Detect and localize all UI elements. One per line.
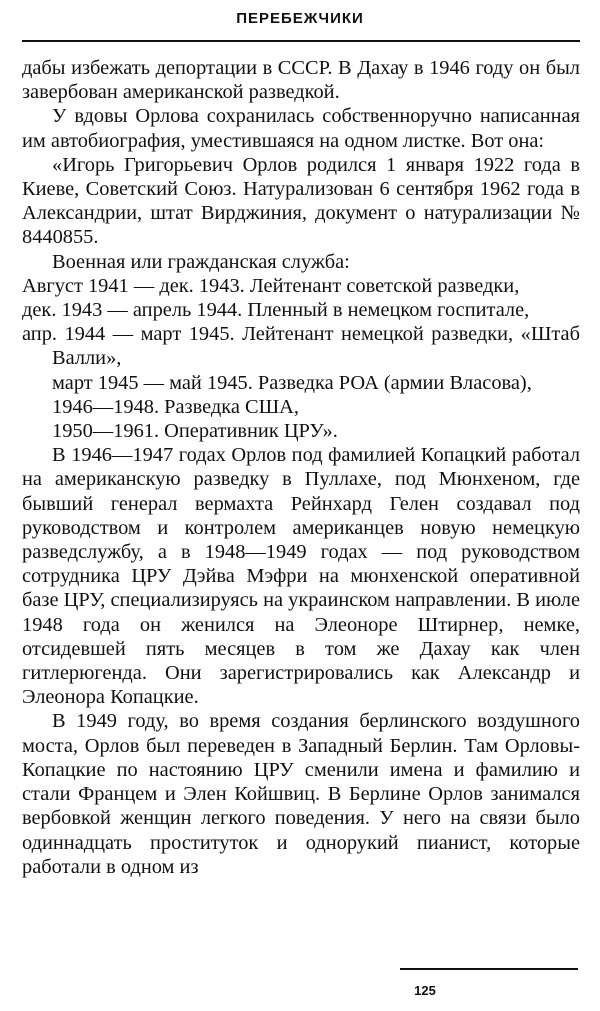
paragraph-pullach: В 1946—1947 годах Орлов под фамилией Копацкий работал на американскую разведку в Пуллахе, под Мюнхеном, где бывший генерал вермахта Рейнхард Гелен создавал под руководством и контролем американцев новую немецкую разведслужбу, а в 1948—1949 годах — под руководством сотрудника ЦРУ Дэйва Мэфри на мюнхенской оперативной базе ЦРУ, специализируясь на украинском направлении. В июле 1948 года он женился на Элеоноре Штирнер, немке, отсидевшей пять месяцев в том же Дахау как член гитлерюгенда. Они зарегистрировались как Александр и Элеонора Копацкие. xyxy=(22,444,580,709)
service-entry: 1946—1948. Разведка США, xyxy=(52,395,299,418)
service-entry: апр. 1944 — март 1945. Лейтенант немецкой разведки, «Штаб Валли», xyxy=(22,323,580,370)
service-entry: дек. 1943 — апрель 1944. Пленный в немецком госпитале, xyxy=(22,299,530,322)
paragraph-autobiography-quote: «Игорь Григорьевич Орлов родился 1 января 1922 года в Киеве, Советский Союз. Натурализован 6 сентября 1962 года в Александрии, штат Вирджиния, документ о натурализации № 8440855. xyxy=(22,153,580,249)
footer-rule xyxy=(400,968,578,970)
page-body-text xyxy=(22,56,580,879)
service-entry: март 1945 — май 1945. Разведка РОА (армии Власова), xyxy=(52,371,532,394)
page-number: 125 xyxy=(414,983,436,998)
paragraph-continued: дабы избежать депортации в СССР. В Дахау в 1946 году он был завербован американской разведкой. xyxy=(22,57,580,104)
paragraph-widow-autobiography: У вдовы Орлова сохранилась собственноручно написанная им автобиография, уместившаяся на одном листке. Вот она: xyxy=(22,105,580,152)
paragraph-berlin: В 1949 году, во время создания берлинского воздушного моста, Орлов был переведен в Западный Берлин. Там Орловы-Копацкие по настоянию ЦРУ сменили имена и фамилию и стали Францем и Элен Койшвиц. В Берлине Орлов занимался вербовкой женщин легкого поведения. У него на связи было одиннадцать проституток и однорукий пианист, которые работали в одном из xyxy=(22,710,580,878)
service-entry: 1950—1961. Оперативник ЦРУ». xyxy=(52,420,338,443)
service-entry: Август 1941 — дек. 1943. Лейтенант советской разведки, xyxy=(22,274,520,297)
running-head-title: ПЕРЕБЕЖЧИКИ xyxy=(236,10,364,27)
header-rule xyxy=(22,40,580,42)
service-heading: Военная или гражданская служба: xyxy=(52,250,350,273)
